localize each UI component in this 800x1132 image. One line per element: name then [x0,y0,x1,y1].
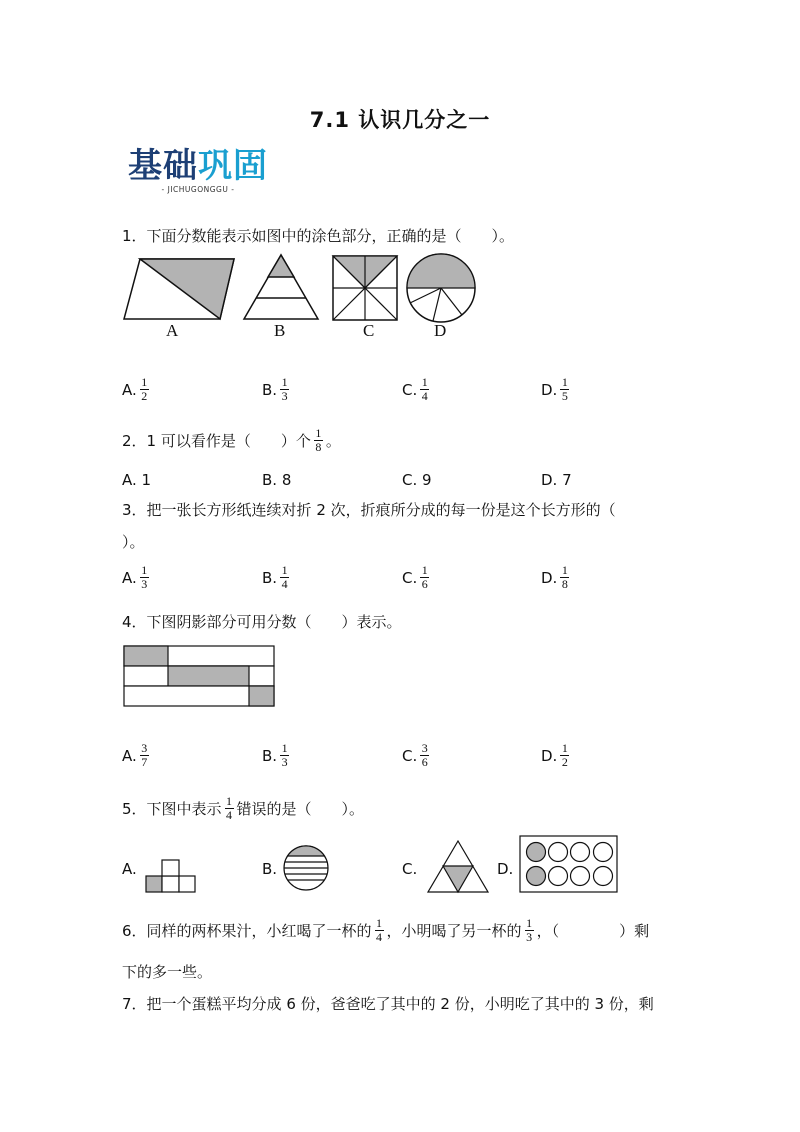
q3-option-c[interactable]: C. $\frac{1}{6}$ [402,563,428,591]
fraction: $\frac{3}{6}$ [421,741,428,769]
fraction: $\frac{1}{2}$ [561,741,568,769]
question-7-text: 7．把一个蛋糕平均分成 6 份，爸爸吃了其中的 2 份，小明吃了其中的 3 份，剩 [122,995,654,1013]
q1-option-d[interactable]: D. $\frac{1}{5}$ [541,375,568,403]
q4-option-a[interactable]: A. $\frac{3}{7}$ [122,741,148,769]
question-4-text: 4．下图阴影部分可用分数（ ）表示。 [122,613,402,631]
q3-option-a[interactable]: A. $\frac{1}{3}$ [122,563,148,591]
q4-option-d[interactable]: D. $\frac{1}{2}$ [541,741,568,769]
question-3-line-2: ）。 [122,533,145,551]
q2-option-b[interactable]: B. 8 [262,471,292,489]
question-5-text: 5．下图中表示 $\frac{1}{4}$ 错误的是（ ）。 [122,794,365,822]
question-6-line-2: 下的多一些。 [122,963,213,981]
q1-option-b[interactable]: B. $\frac{1}{3}$ [262,375,288,403]
q3-option-d[interactable]: D. $\frac{1}{8}$ [541,563,568,591]
q5-shape-a [146,860,195,892]
q1-label-b: B [274,321,286,340]
question-6-line-1: 6．同样的两杯果汁，小红喝了一杯的 $\frac{1}{4}$ ，小明喝了另一杯的 $\frac{1}{3}$ ，（ ）剩 [122,916,650,944]
q5-shape-c [428,841,488,892]
page-title: 7.1 认识几分之一 [309,108,491,132]
fraction: $\frac{1}{4}$ [376,916,383,944]
q5-shape-d [520,836,617,892]
q5-option-d[interactable]: D. [497,860,514,878]
q5-option-a[interactable]: A. [122,860,137,878]
q5-option-c[interactable]: C. [402,860,418,878]
q2-option-c[interactable]: C. 9 [402,471,432,489]
question-1-text: 1．下面分数能表示如图中的涂色部分，正确的是（ ）。 [122,227,515,245]
q1-label-a: A [166,321,179,340]
fraction: $\frac{1}{2}$ [141,375,148,403]
badge-text-1: 基础 [128,146,198,186]
q3-option-b[interactable]: B. $\frac{1}{4}$ [262,563,288,591]
q4-option-c[interactable]: C. $\frac{3}{6}$ [402,741,428,769]
fraction: $\frac{1}{4}$ [226,794,233,822]
question-2-text: 2．1 可以看作是（ ）个 $\frac{1}{8}$ 。 [122,426,341,454]
fraction: $\frac{1}{4}$ [281,563,288,591]
q1-option-c[interactable]: C. $\frac{1}{4}$ [402,375,428,403]
fraction: $\frac{1}{6}$ [421,563,428,591]
q1-option-a[interactable]: A. $\frac{1}{2}$ [122,375,148,403]
q5-option-b[interactable]: B. [262,860,278,878]
fraction: $\frac{1}{3}$ [281,741,288,769]
badge-subtitle: - JICHUGONGGU - [161,185,235,194]
badge-text-2: 巩固 [198,146,268,186]
fraction: $\frac{1}{8}$ [561,563,568,591]
q5-shape-b [284,846,328,890]
q2-option-a[interactable]: A. 1 [122,471,152,489]
fraction: $\frac{3}{7}$ [141,741,148,769]
fraction: $\frac{1}{8}$ [315,426,322,454]
q1-label-c: C [363,321,375,340]
fraction: $\frac{1}{4}$ [421,375,428,403]
fraction: $\frac{1}{3}$ [141,563,148,591]
fraction: $\frac{1}{3}$ [281,375,288,403]
q2-option-d[interactable]: D. 7 [541,471,572,489]
q1-label-d: D [434,321,447,340]
fraction: $\frac{1}{5}$ [561,375,568,403]
q4-option-b[interactable]: B. $\frac{1}{3}$ [262,741,288,769]
fraction: $\frac{1}{3}$ [526,916,533,944]
question-3-line-1: 3．把一张长方形纸连续对折 2 次，折痕所分成的每一份是这个长方形的（ [122,501,616,519]
